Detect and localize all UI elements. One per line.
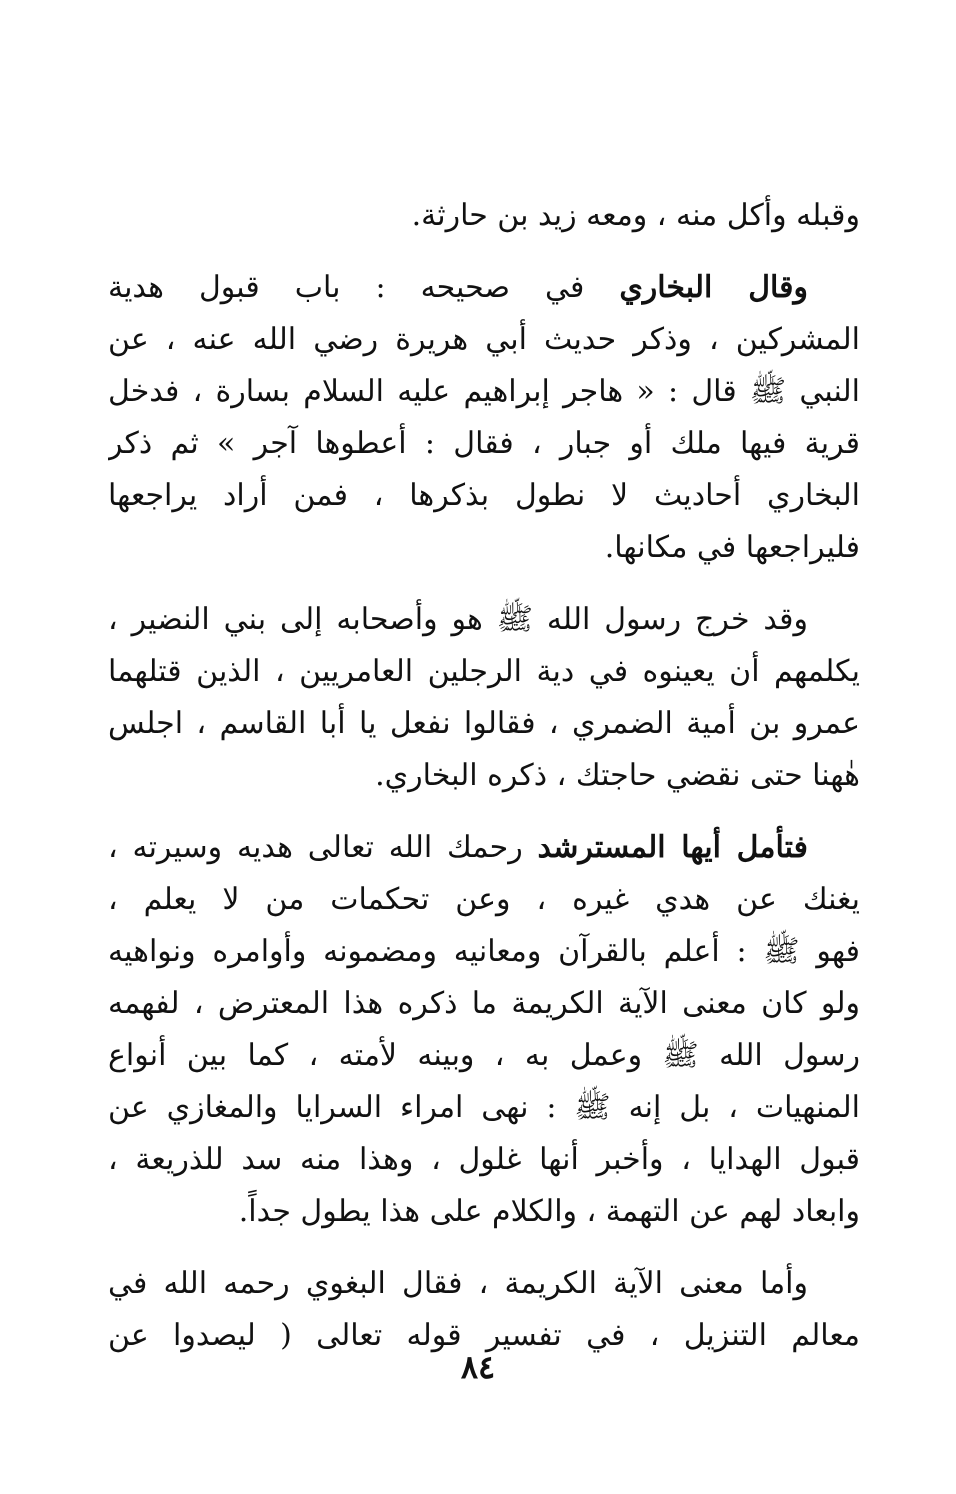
paragraph-5 (108, 1258, 860, 1362)
text-line: ولو كان معنى الآية الكريمة ما ذكره هذا المعترض ، لفهمه (108, 986, 860, 1021)
text-line: النبي ﷺ قال : « هاجر إبراهيم عليه السلام بسارة ، فدخل (108, 374, 860, 409)
text-line: وقبله وأكل منه ، ومعه زيد بن حارثة. (411, 198, 860, 233)
text-line: المشركين ، وذكر حديث أبي هريرة رضي الله عنه ، عن (108, 322, 860, 357)
text-line: فهو ﷺ : أعلم بالقرآن ومعانيه ومضمونه وأوامره ونواهيه (108, 934, 860, 969)
text-line: المنهيات ، بل إنه ﷺ : نهى امراء السرايا والمغازي عن (108, 1090, 860, 1125)
paragraph-2 (108, 262, 860, 574)
bold-lead-phrase: وقال البخاري (619, 270, 809, 305)
text-line: وابعاد لهم عن التهمة ، والكلام على هذا يطول جداً. (238, 1194, 860, 1229)
text-line (108, 262, 860, 314)
text-line-rest: في صحيحه : باب قبول هدية (108, 270, 620, 305)
page-number: ٨٤ (460, 1348, 496, 1386)
bold-lead-phrase: فتأمل أيها المسترشد (537, 830, 808, 865)
text-line: يكلمهم أن يعينوه في دية الرجلين العامريين ، الذين قتلهما (108, 654, 860, 689)
text-line-rest: رحمك الله تعالى هديه وسيرته ، (108, 830, 538, 865)
text-line: عمرو بن أمية الضمري ، فقالوا نفعل يا أبا القاسم ، اجلس (108, 706, 860, 741)
document-body (108, 190, 860, 1382)
text-line: معالم التنزيل ، في تفسير قوله تعالى ( ليصدوا عن (108, 1318, 860, 1353)
text-line: قبول الهدايا ، وأخبر أنها غلول ، وهذا منه سد للذريعة ، (108, 1142, 860, 1177)
paragraph-3 (108, 594, 860, 802)
text-line: قرية فيها ملك أو جبار ، فقال : أعطوها آجر » ثم ذكر (108, 426, 860, 461)
paragraph-1 (108, 190, 860, 242)
text-line: وقد خرج رسول الله ﷺ هو وأصحابه إلى بني النضير ، (108, 602, 808, 637)
text-line: وأما معنى الآية الكريمة ، فقال البغوي رحمه الله في (108, 1266, 808, 1301)
paragraph-4 (108, 822, 860, 1238)
text-line: فليراجعها في مكانها. (604, 530, 860, 565)
text-line: البخاري أحاديث لا نطول بذكرها ، فمن أراد يراجعها (108, 478, 860, 513)
text-line (108, 822, 860, 874)
text-line: هٰهنا حتى نقضي حاجتك ، ذكره البخاري. (375, 758, 860, 793)
text-line: رسول الله ﷺ وعمل به ، وبينه لأمته ، كما بين أنواع (108, 1038, 860, 1073)
text-line: يغنك عن هدي غيره ، وعن تحكمات من لا يعلم ، (108, 882, 860, 917)
